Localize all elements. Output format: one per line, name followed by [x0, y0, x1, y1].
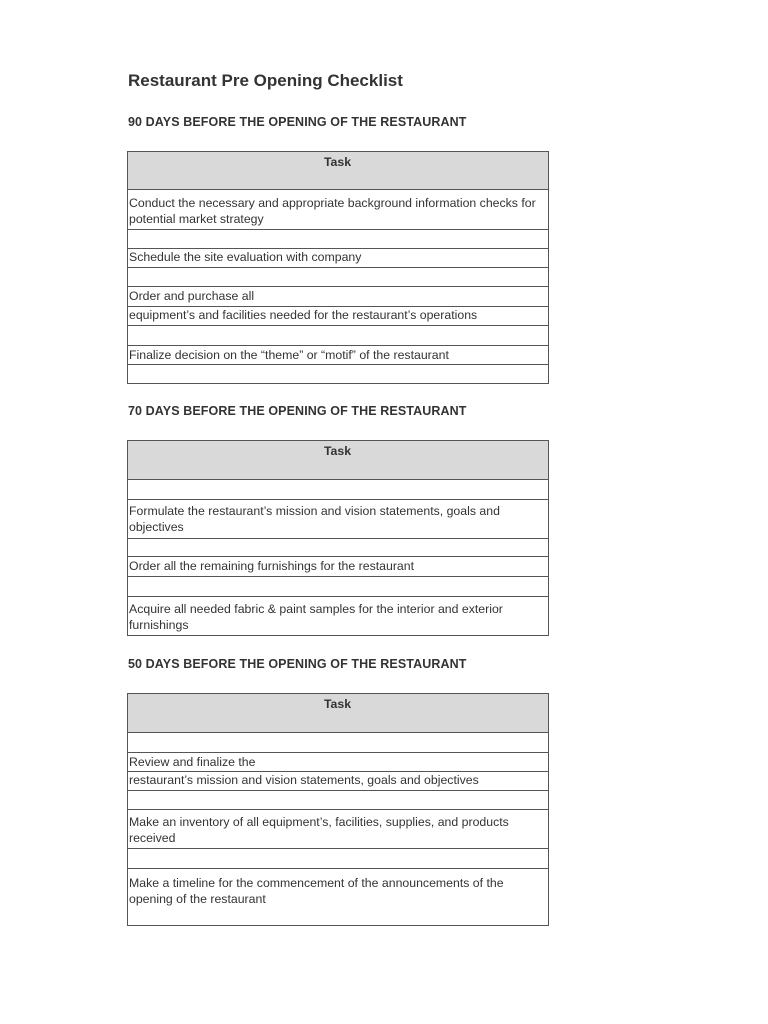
task-text — [129, 480, 546, 485]
task-text: Order all the remaining furnishings for the restaurant — [129, 559, 415, 573]
task-text: Finalize decision on the “theme” or “motif” of the restaurant — [129, 348, 449, 362]
task-text — [129, 230, 546, 235]
table-row — [128, 848, 548, 868]
table-row — [128, 479, 548, 499]
table-row — [128, 345, 548, 364]
table-header — [128, 694, 548, 732]
task-text — [129, 268, 546, 273]
task-text — [129, 733, 546, 738]
checklist-table-90-days — [127, 151, 549, 384]
checklist-table-70-days — [127, 440, 549, 636]
task-text: Formulate the restaurant’s mission and vision statements, goals and objectives — [129, 504, 500, 534]
column-header-task: Task — [323, 444, 352, 458]
section-heading-90-days: 90 DAYS BEFORE THE OPENING OF THE RESTAURANT — [128, 115, 467, 129]
task-text: Schedule the site evaluation with company — [129, 250, 362, 264]
task-text: Order and purchase all — [129, 289, 255, 303]
task-text: Conduct the necessary and appropriate background information checks for potential market strategy — [129, 196, 536, 226]
task-text — [129, 326, 546, 331]
table-row — [128, 809, 548, 848]
task-text — [129, 577, 546, 582]
task-text: Make a timeline for the commencement of the announcements of the opening of the restaurant — [129, 876, 504, 906]
table-row — [128, 248, 548, 267]
table-header — [128, 152, 548, 189]
table-row — [128, 364, 548, 383]
table-row — [128, 576, 548, 596]
task-text — [129, 849, 546, 854]
checklist-table-50-days — [127, 693, 549, 926]
table-row — [128, 868, 548, 925]
task-text: Acquire all needed fabric & paint samples for the interior and exterior furnishings — [129, 602, 503, 632]
task-text: equipment’s and facilities needed for the restaurant’s operations — [129, 308, 478, 322]
table-header — [128, 441, 548, 479]
section-heading-70-days: 70 DAYS BEFORE THE OPENING OF THE RESTAURANT — [128, 404, 467, 418]
column-header-task: Task — [323, 155, 352, 169]
task-text — [129, 365, 546, 370]
table-row — [128, 499, 548, 538]
task-text: Make an inventory of all equipment’s, facilities, supplies, and products received — [129, 815, 509, 845]
task-text — [129, 791, 546, 796]
table-row — [128, 267, 548, 286]
task-text — [129, 539, 546, 544]
table-row — [128, 556, 548, 576]
table-row — [128, 538, 548, 556]
document-title: Restaurant Pre Opening Checklist — [128, 71, 403, 90]
table-row — [128, 325, 548, 345]
task-text: Review and finalize the — [129, 755, 256, 769]
column-header-task: Task — [323, 697, 352, 711]
table-row — [128, 189, 548, 229]
table-row — [128, 752, 548, 771]
table-row — [128, 732, 548, 752]
table-row — [128, 229, 548, 248]
table-row — [128, 306, 548, 325]
section-heading-50-days: 50 DAYS BEFORE THE OPENING OF THE RESTAURANT — [128, 657, 467, 671]
table-row — [128, 286, 548, 306]
table-row — [128, 596, 548, 635]
table-row — [128, 771, 548, 790]
table-row — [128, 790, 548, 809]
task-text: restaurant’s mission and vision statements, goals and objectives — [129, 773, 479, 787]
